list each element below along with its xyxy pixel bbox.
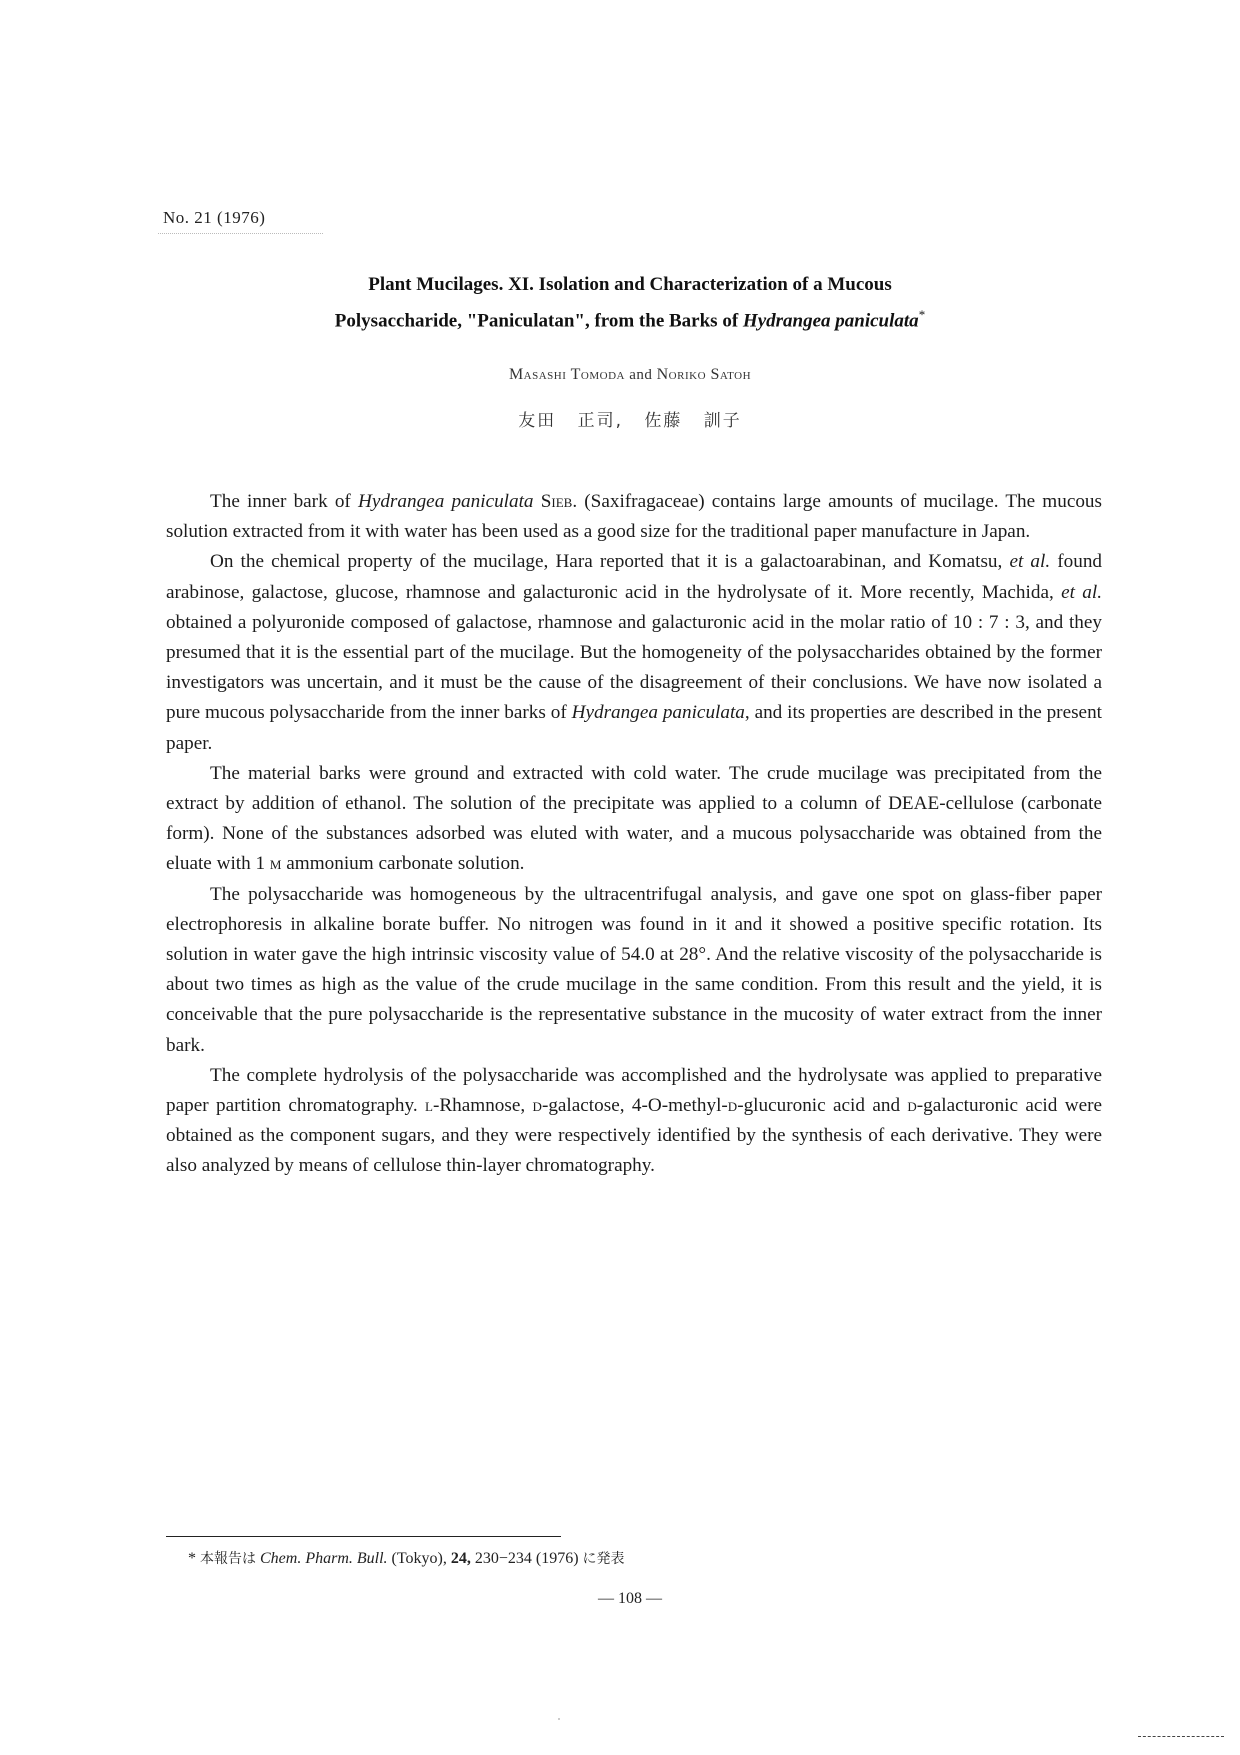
footnote <box>188 1548 625 1568</box>
title-line-2 <box>160 300 1100 336</box>
p3-text-b: ammonium carbonate solution. <box>281 853 525 875</box>
paragraph-4: The polysaccharide was homogeneous by the ultracentrifugal analysis, and gave one spot on glass-fiber paper electrophoresis in alkaline borate buffer. No nitrogen was found in it and it showed a positive specific rotation. Its solution in water gave the high intrinsic viscosity value of 54.0 at 28°. And the relative viscosity of the polysaccharide is about two times as high as the value of the crude mucilage in the same condition. From this result and the yield, it is conceivable that the pure polysaccharide is the representative substance in the mucosity of water extract from the inner bark. <box>166 883 1102 1056</box>
species-name: Hydrangea paniculata <box>571 702 745 724</box>
footnote-jp-prefix: 本報告は <box>200 1551 256 1567</box>
footnote-location: (Tokyo), <box>391 1550 447 1567</box>
footnote-pages: 230−234 (1976) <box>474 1550 579 1567</box>
p1-text-a: The inner bark of <box>210 491 358 512</box>
stereo-prefix-d: d <box>727 1095 738 1117</box>
stereo-prefix-d: d <box>907 1095 917 1117</box>
title-line-2-prefix: Polysaccharide, "Paniculatan", from the Barks of <box>334 310 743 332</box>
footnote-volume: 24, <box>450 1550 471 1567</box>
paragraph-5 <box>166 1061 1102 1182</box>
title-species-name: Hydrangea paniculata <box>742 310 919 332</box>
p2-text-c: obtained a polyuronide composed of galactose, rhamnose and galacturonic acid in the molar ratio of 10 : 7 : 3, and they presumed that it is the essential part of the mucilage. But the homogeneity of the polysaccharides obtained by the former investigators was uncertain, and it must be the cause of the disagreement of their conclusions. We have now isolated a pure mucous polysaccharide from the inner barks of <box>166 611 1102 724</box>
paper-title <box>160 270 1100 336</box>
author-abbreviation: Sieb. <box>540 491 578 512</box>
author-list <box>160 366 1100 384</box>
p2-text-a: On the chemical property of the mucilage, Hara reported that it is a galactoarabinan, and Komatsu, <box>210 551 1010 573</box>
footnote-jp-suffix: に発表 <box>582 1551 625 1567</box>
stereo-prefix-d: d <box>532 1095 542 1117</box>
title-line-1: Plant Mucilages. XI. Isolation and Characterization of a Mucous <box>368 274 892 295</box>
p5-text-f: -galacturonic acid were obtained as the component sugars, and they were respectively identified by the synthesis of each derivative. They were also analyzed by means of cellulose thin-layer chromatography. <box>166 1095 1102 1177</box>
issue-underline-divider <box>158 233 323 234</box>
title-footnote-mark: * <box>918 307 926 322</box>
footnote-divider <box>166 1536 561 1537</box>
paragraph-3 <box>166 759 1102 880</box>
author-connector: and <box>629 367 653 383</box>
p3-text-a: The material barks were ground and extracted with cold water. The crude mucilage was precipitated from the extract by addition of ethanol. The solution of the precipitate was applied to a column of DEAE-cellulose (carbonate form). None of the substances adsorbed was eluted with water, and a mucous polysaccharide was obtained from the eluate with 1 <box>166 762 1102 875</box>
paragraph-2 <box>166 547 1102 758</box>
p5-text-c: -galactose, 4-O-methyl- <box>541 1095 728 1117</box>
p5-text-b: -Rhamnose, <box>432 1095 533 1117</box>
molar-unit: m <box>269 853 282 875</box>
stereo-prefix-l: l <box>425 1095 433 1117</box>
p2-text-b: found arabinose, galactose, glucose, rhamnose and galacturonic acid in the hydrolysate of it. More recently, Machida, <box>166 551 1103 603</box>
species-name: Hydrangea paniculata <box>357 491 534 512</box>
scan-corner-mark <box>1138 1736 1224 1737</box>
article-body <box>166 487 1102 1182</box>
paragraph-1 <box>166 487 1102 547</box>
p2-text-d: , and its properties are described in the present paper. <box>166 702 1102 754</box>
author-list-japanese: 友田 正司, 佐藤 訓子 <box>518 411 742 431</box>
footnote-mark: * <box>188 1550 196 1567</box>
page-number: — 108 — <box>598 1590 662 1607</box>
footnote-journal-name: Chem. Pharm. Bull. <box>260 1550 388 1567</box>
scan-speck <box>558 1718 560 1720</box>
p1-text-b: (Saxifragaceae) contains large amounts of mucilage. The mucous solution extracted from it with water has been used as a good size for the traditional paper manufacture in Japan. <box>166 491 1102 543</box>
author-2: Noriko Satoh <box>656 366 752 383</box>
author-1: Masashi Tomoda <box>508 366 625 383</box>
journal-issue-number: No. 21 (1976) <box>163 208 266 227</box>
p5-text-a: The complete hydrolysis of the polysaccharide was accomplished and the hydrolysate was applied to preparative paper partition chromatography. <box>166 1064 1102 1117</box>
et-al-2: et al. <box>1061 581 1102 603</box>
p5-text-e: -glucuronic acid and <box>737 1095 908 1117</box>
et-al-1: et al. <box>1009 551 1051 573</box>
